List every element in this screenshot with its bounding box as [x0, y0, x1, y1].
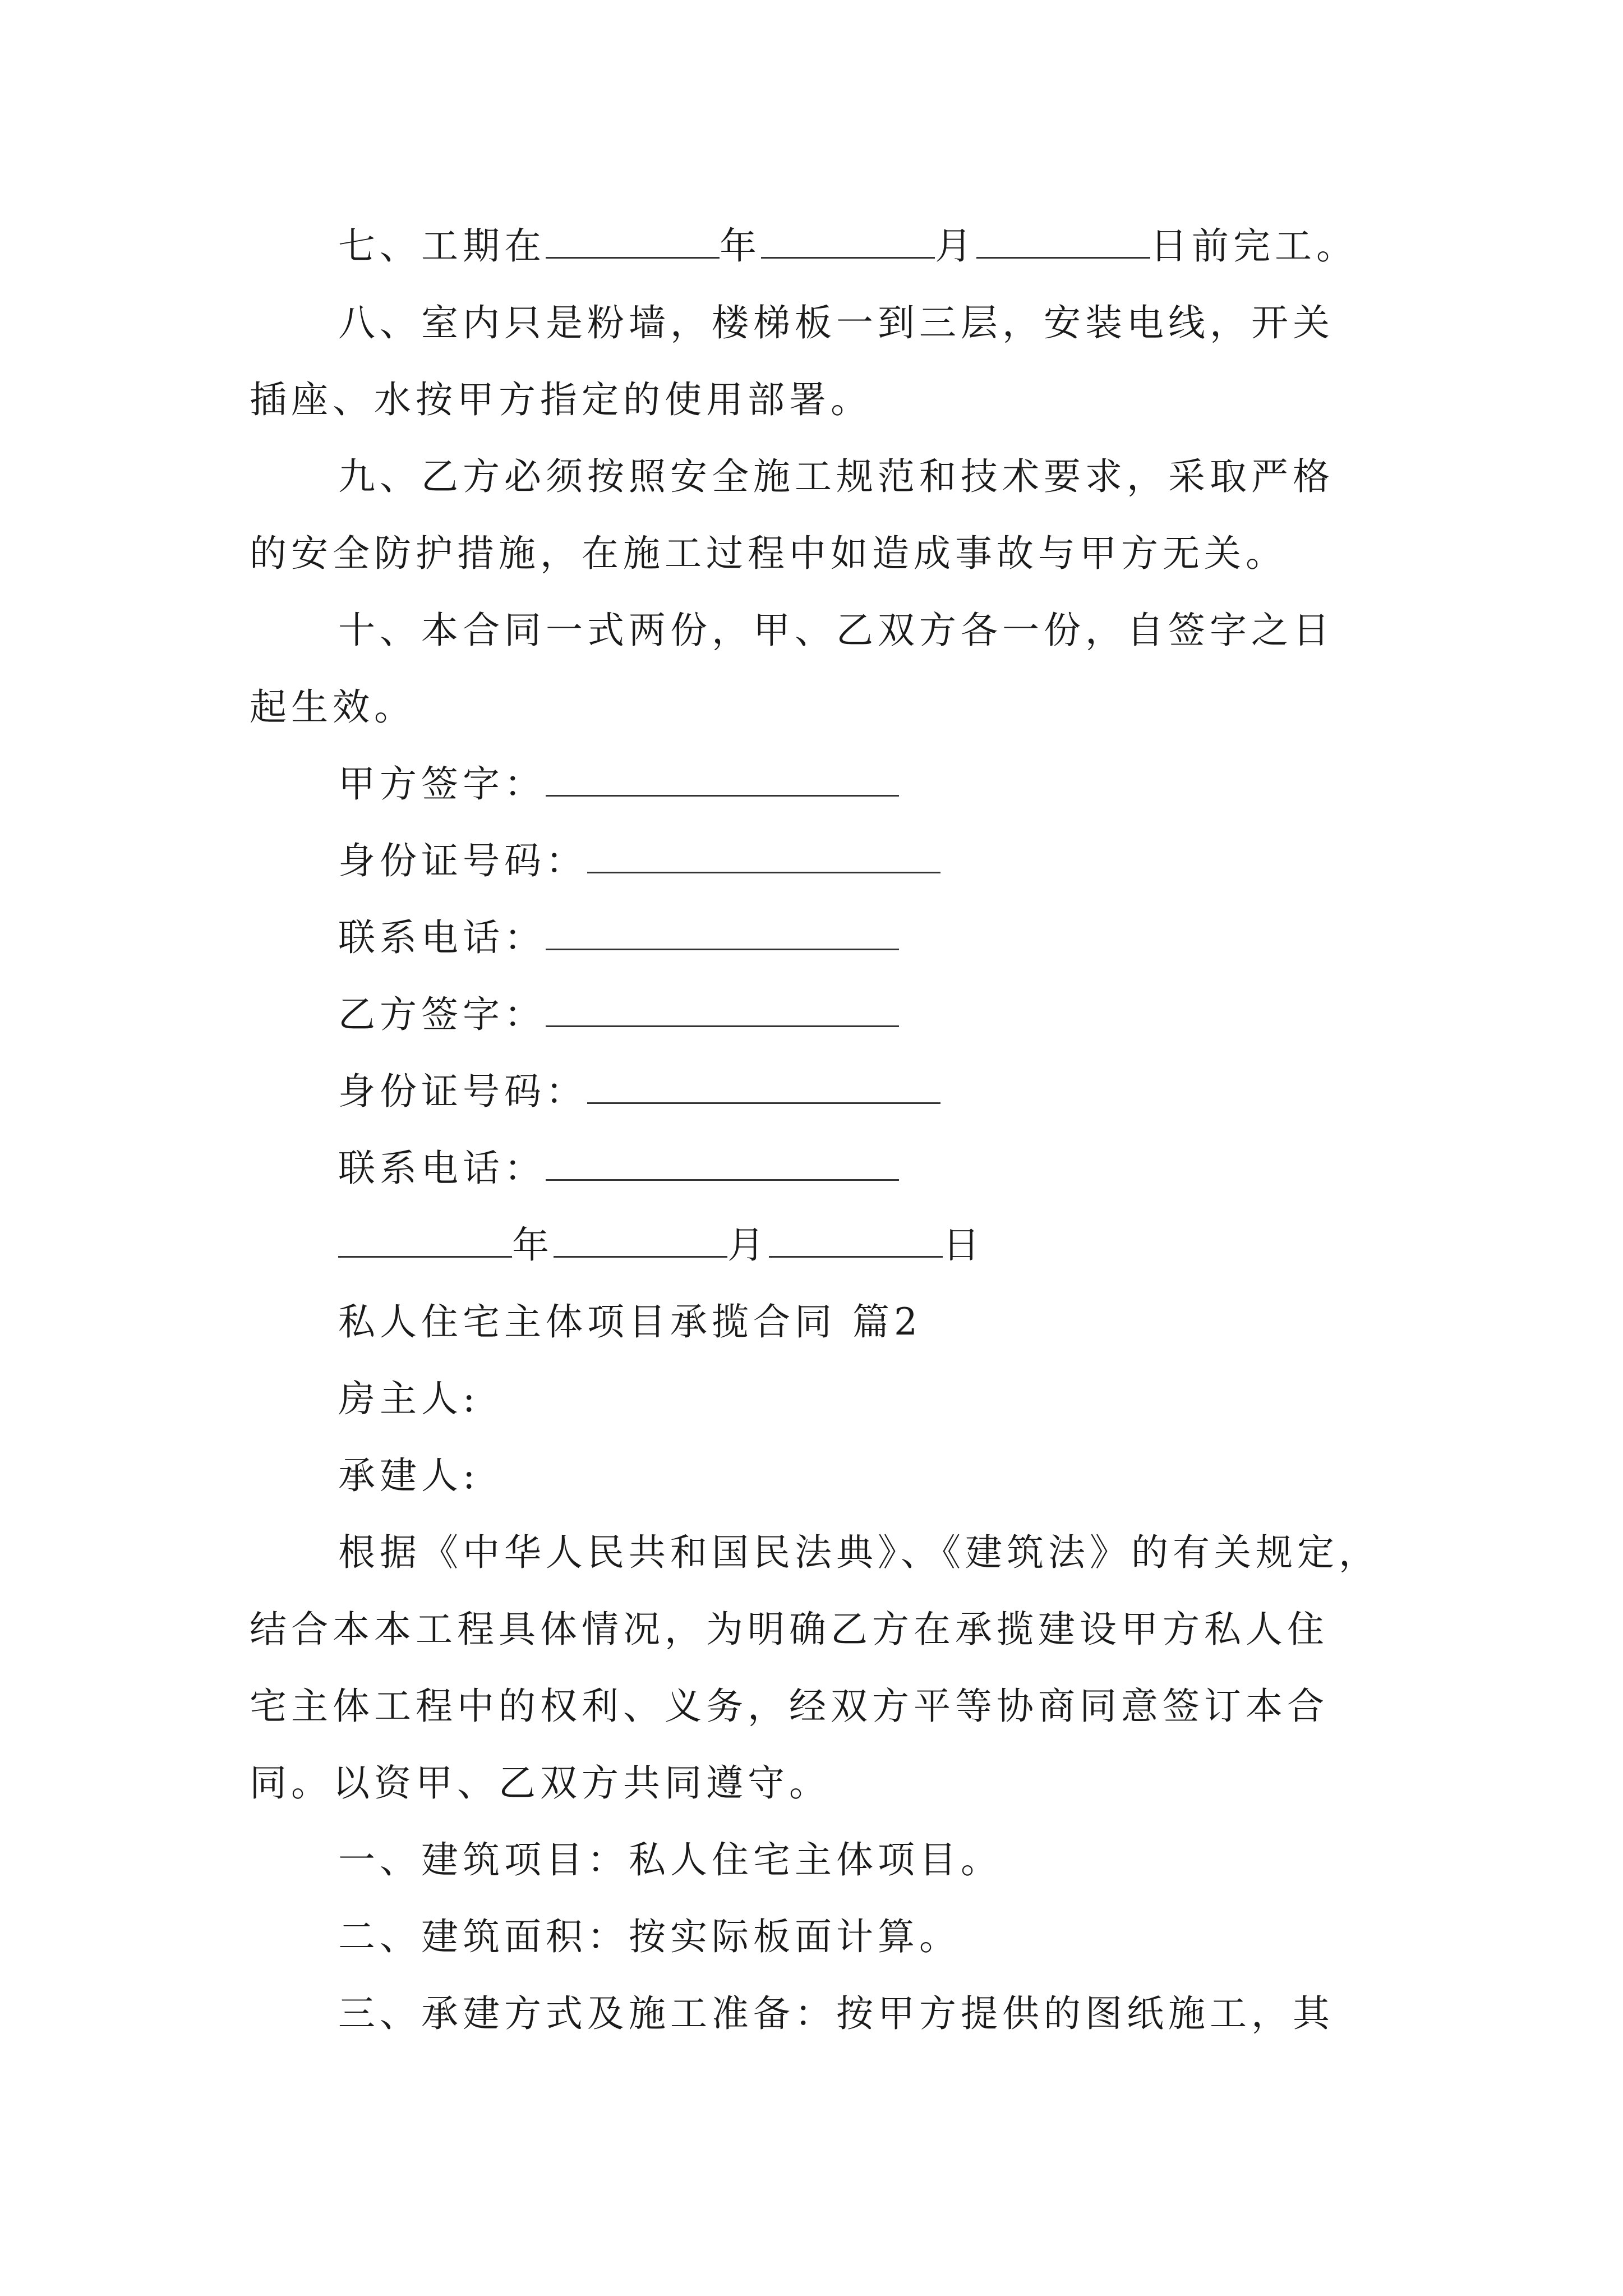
party-a-signature-blank[interactable]: [546, 762, 899, 797]
clause-8-line-1: 八、室内只是粉墙，楼梯板一到三层，安装电线，开关: [338, 301, 1334, 344]
party-b-phone-label: 联系电话：: [338, 1147, 546, 1190]
party-a-id-label: 身份证号码：: [338, 839, 587, 882]
builder-label: 承建人:: [338, 1454, 480, 1497]
preamble-line-4: 同。以资甲、乙双方共同遵守。: [250, 1761, 831, 1805]
item-3-method: 三、承建方式及施工准备：按甲方提供的图纸施工，其: [338, 1992, 1334, 2035]
party-a-id-blank[interactable]: [587, 839, 940, 873]
clause-9-line-1: 九、乙方必须按照安全施工规范和技术要求，采取严格: [338, 455, 1334, 498]
clause-8-line-2: 插座、水按甲方指定的使用部署。: [250, 378, 872, 421]
section-2-title: 私人住宅主体项目承揽合同 篇2: [338, 1300, 922, 1343]
year-blank[interactable]: [546, 224, 720, 259]
party-b-signature-label: 乙方签字：: [338, 993, 546, 1036]
item-1-project: 一、建筑项目：私人住宅主体项目。: [338, 1838, 1002, 1881]
clause-10-line-2: 起生效。: [250, 685, 416, 729]
month-label: 月: [935, 224, 976, 268]
signing-month-label: 月: [727, 1223, 769, 1267]
preamble-line-2: 结合本本工程具体情况，为明确乙方在承揽建设甲方私人住: [250, 1608, 1329, 1651]
month-blank[interactable]: [761, 224, 935, 259]
item-2-area: 二、建筑面积：按实际板面计算。: [338, 1915, 961, 1958]
signing-date-row: [250, 1207, 1388, 1283]
party-b-signature-blank[interactable]: [546, 993, 899, 1027]
party-b-id-row: [250, 1053, 1388, 1130]
signing-month-blank[interactable]: [554, 1223, 727, 1258]
document-body: [250, 208, 1388, 2052]
year-label: 年: [720, 224, 761, 268]
preamble-line-3: 宅主体工程中的权利、义务，经双方平等协商同意签订本合: [250, 1685, 1329, 1728]
party-b-phone-blank[interactable]: [546, 1147, 899, 1181]
party-a-phone-blank[interactable]: [546, 916, 899, 950]
owner-label: 房主人:: [338, 1377, 480, 1420]
day-label: 日前完工。: [1150, 224, 1358, 268]
party-b-id-blank[interactable]: [587, 1070, 940, 1104]
party-a-phone-row: [250, 899, 1388, 976]
party-b-phone-row: [250, 1130, 1388, 1207]
party-a-phone-label: 联系电话：: [338, 916, 546, 959]
signing-day-blank[interactable]: [769, 1223, 943, 1258]
signing-day-label: 日: [943, 1223, 984, 1267]
party-a-signature-label: 甲方签字：: [338, 762, 546, 806]
clause-7-completion-date: [250, 208, 1388, 284]
day-blank[interactable]: [976, 224, 1150, 259]
party-a-id-row: [250, 822, 1388, 899]
signing-year-blank[interactable]: [338, 1223, 512, 1258]
clause-10-line-1: 十、本合同一式两份，甲、乙双方各一份，自签字之日: [338, 609, 1334, 652]
party-a-signature-row: [250, 746, 1388, 822]
party-b-id-label: 身份证号码：: [338, 1070, 587, 1113]
signing-year-label: 年: [512, 1223, 554, 1267]
clause-9-line-2: 的安全防护措施，在施工过程中如造成事故与甲方无关。: [250, 532, 1287, 575]
preamble-line-1: 根据《中华人民共和国民法典》、《建筑法》的有关规定，: [338, 1531, 1380, 1574]
party-b-signature-row: [250, 976, 1388, 1053]
clause-7-text: 七、工期在: [338, 224, 546, 268]
